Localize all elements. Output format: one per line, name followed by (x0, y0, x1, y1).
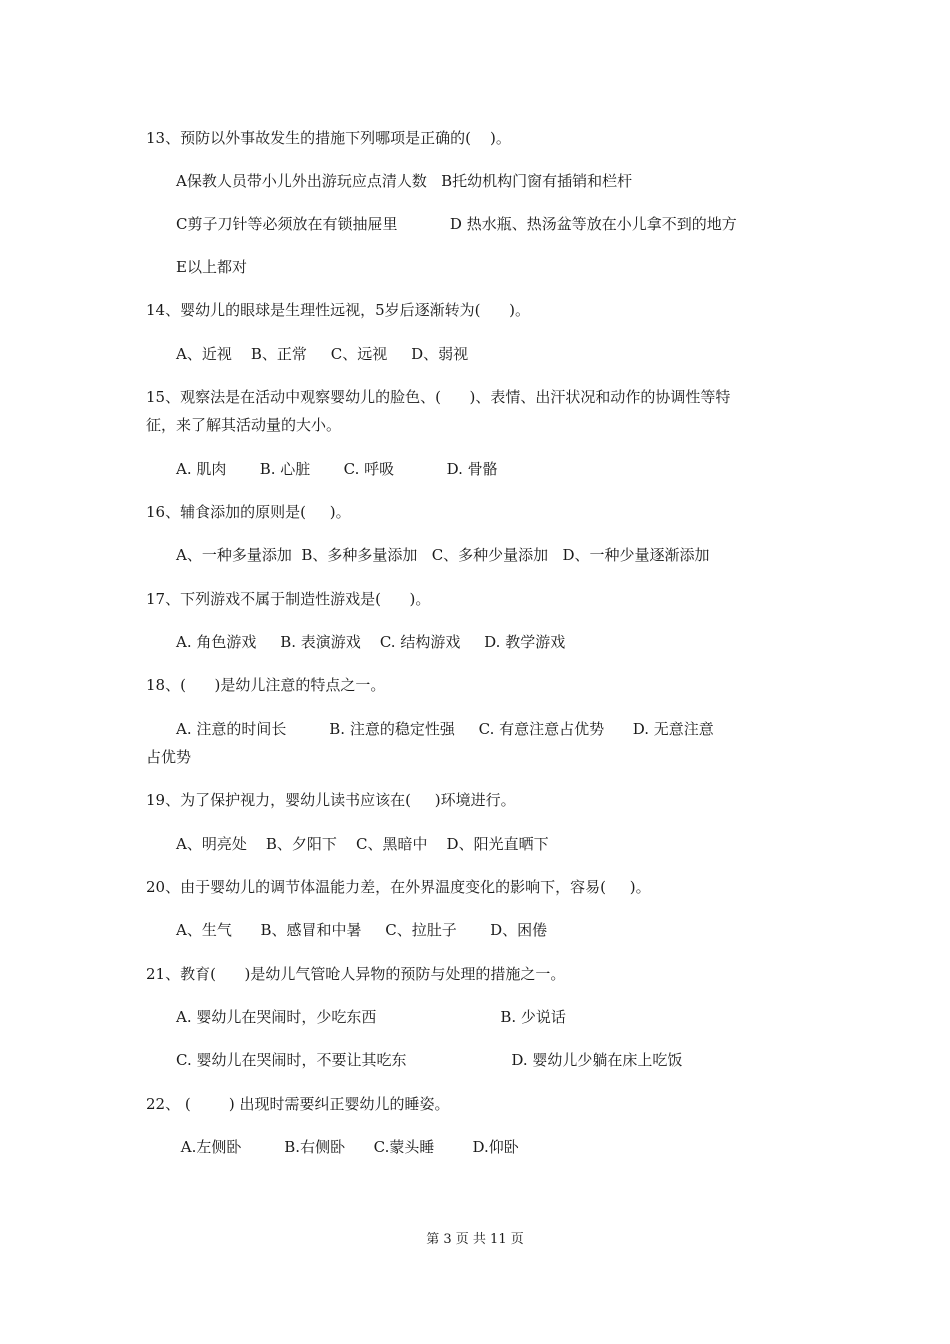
page-footer: 第 3 页 共 11 页 (426, 1232, 524, 1247)
question-13-options-cd: C剪子刀针等必须放在有锁抽屉里 D 热水瓶、热汤盆等放在小儿拿不到的地方 (176, 215, 737, 233)
question-20-stem: 20、由于婴幼儿的调节体温能力差，在外界温度变化的影响下，容易( )。 (146, 878, 651, 896)
question-13-options-e: E以上都对 (176, 258, 247, 276)
question-22-options: A.左侧卧 B.右侧卧 C.蒙头睡 D.仰卧 (176, 1138, 519, 1156)
question-13-stem: 13、预防以外事故发生的措施下列哪项是正确的( )。 (146, 129, 511, 147)
question-17-stem: 17、下列游戏不属于制造性游戏是( )。 (146, 590, 431, 608)
question-16-stem: 16、辅食添加的原则是( )。 (146, 503, 351, 521)
question-18-options-wrap: 占优势 (146, 748, 192, 766)
question-22-stem: 22、 ( ) 出现时需要纠正婴幼儿的睡姿。 (146, 1095, 450, 1113)
question-19-stem: 19、为了保护视力，婴幼儿读书应该在( )环境进行。 (146, 791, 516, 809)
question-19-options: A、明亮处 B、夕阳下 C、黑暗中 D、阳光直晒下 (176, 835, 549, 853)
question-21-options-cd: C. 婴幼儿在哭闹时，不要让其吃东 D. 婴幼儿少躺在床上吃饭 (176, 1051, 683, 1069)
question-21-stem: 21、教育( )是幼儿气管呛人异物的预防与处理的措施之一。 (146, 965, 566, 983)
question-18-options: A. 注意的时间长 B. 注意的稳定性强 C. 有意注意占优势 D. 无意注意 (176, 720, 714, 738)
question-13-options-ab: A保教人员带小儿外出游玩应点清人数 B托幼机构门窗有插销和栏杆 (176, 172, 633, 190)
question-15-stem-line1: 15、观察法是在活动中观察婴幼儿的脸色、( )、表情、出汗状况和动作的协调性等特 (146, 388, 731, 406)
question-14-options: A、近视 B、正常 C、远视 D、弱视 (176, 345, 469, 363)
question-21-options-ab: A. 婴幼儿在哭闹时，少吃东西 B. 少说话 (176, 1008, 566, 1026)
question-14-stem: 14、婴幼儿的眼球是生理性远视，5岁后逐渐转为( )。 (146, 301, 530, 319)
question-18-stem: 18、( )是幼儿注意的特点之一。 (146, 676, 386, 694)
question-17-options: A. 角色游戏 B. 表演游戏 C. 结构游戏 D. 教学游戏 (176, 633, 566, 651)
question-15-options: A. 肌肉 B. 心脏 C. 呼吸 D. 骨骼 (176, 460, 498, 478)
question-15-stem-line2: 征，来了解其活动量的大小。 (146, 416, 342, 434)
question-20-options: A、生气 B、感冒和中暑 C、拉肚子 D、困倦 (176, 921, 548, 939)
question-16-options: A、一种多量添加 B、多种多量添加 C、多种少量添加 D、一种少量逐渐添加 (176, 546, 710, 564)
